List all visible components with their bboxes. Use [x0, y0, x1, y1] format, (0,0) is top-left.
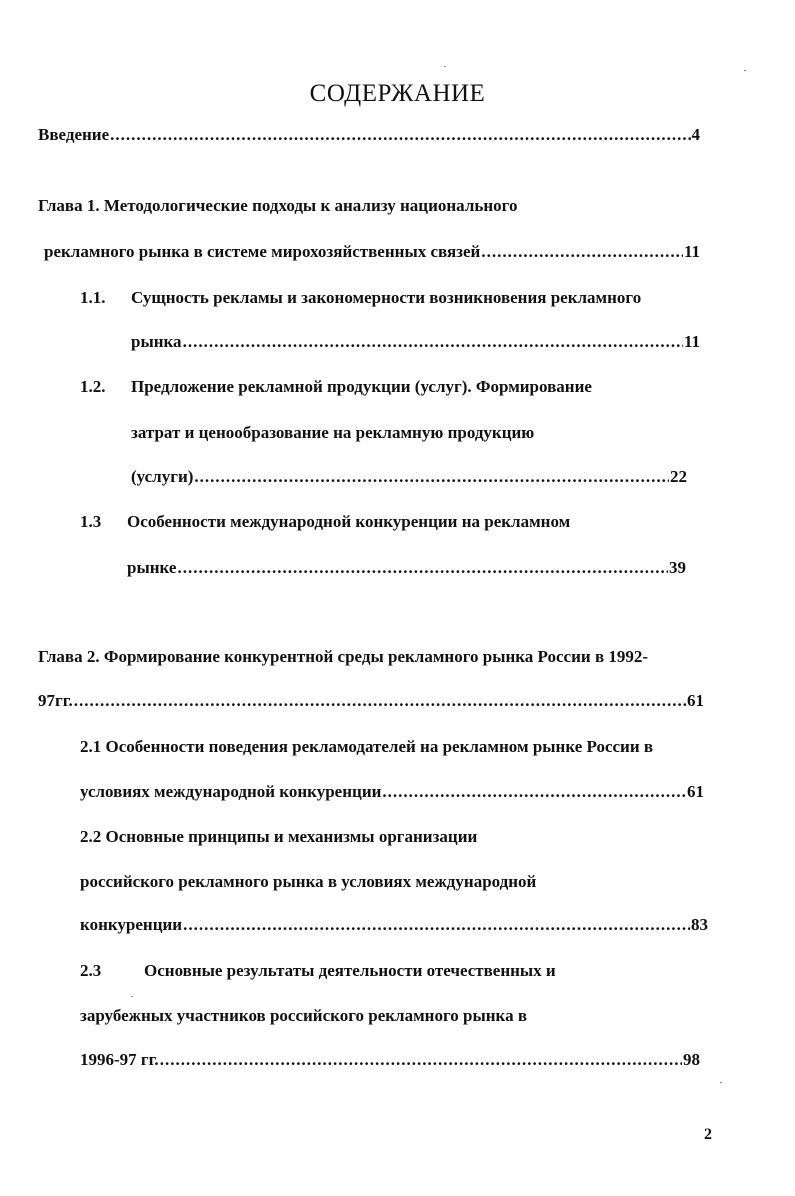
section-1-1-page: 11: [683, 332, 700, 351]
leader-dots: [194, 466, 669, 488]
toc-intro-text: Введение: [38, 125, 110, 144]
leader-dots: [160, 1049, 682, 1071]
chapter2-title-line1: Глава 2. Формирование конкурентной среды рекламного рынка России в 1992-: [38, 647, 649, 666]
leader-dots: [177, 557, 668, 579]
section-2-3-number: 2.3: [80, 961, 102, 980]
chapter1-title-line2: рекламного рынка в системе мирохозяйственных связей: [44, 242, 481, 261]
section-1-1-line1: Сущность рекламы и закономерности возникновения рекламного: [131, 288, 642, 307]
section-2-2-line2: российского рекламного рынка в условиях международной: [80, 872, 537, 891]
section-1-3-line2: рынке: [127, 558, 177, 577]
scan-speck: [744, 70, 746, 71]
toc-chapter1: [44, 241, 700, 263]
section-1-2-line1: Предложение рекламной продукции (услуг). Формирование: [131, 377, 592, 396]
section-1-2-line2: затрат и ценообразование на рекламную продукцию: [131, 423, 535, 442]
section-2-3-line3: 1996-97 гг.: [80, 1050, 159, 1069]
toc-section-2-1: [80, 781, 704, 803]
toc-intro: [38, 124, 700, 146]
section-2-1-line2: условиях международной конкуренции: [80, 782, 382, 801]
section-2-3-line1: Основные результаты деятельности отечественных и: [144, 961, 556, 980]
chapter2-page: 61: [687, 691, 704, 710]
scan-speck: [131, 996, 133, 997]
section-2-1-line1: 2.1 Особенности поведения рекламодателей на рекламном рынке России в: [80, 737, 654, 756]
section-1-1-line2: рынка: [131, 332, 182, 351]
section-1-3-page: 39: [669, 558, 686, 577]
section-2-2-line3: конкуренции: [80, 915, 183, 934]
section-2-2-line1: 2.2 Основные принципы и механизмы организации: [80, 827, 478, 846]
toc-section-1-1: [131, 331, 700, 353]
section-1-1-number: 1.1.: [80, 288, 106, 307]
section-2-1-page: 61: [687, 782, 704, 801]
leader-dots: [183, 331, 683, 353]
section-2-3-line2: зарубежных участников российского рекламного рынка в: [80, 1006, 527, 1025]
section-1-3-number: 1.3: [80, 512, 102, 531]
section-1-3-line1: Особенности международной конкуренции на рекламном: [127, 512, 571, 531]
leader-dots: [382, 781, 686, 803]
section-1-2-line3: (услуги): [131, 467, 194, 486]
toc-intro-page: 4: [691, 125, 700, 144]
section-1-2-number: 1.2.: [80, 377, 106, 396]
chapter1-title-line1: Глава 1. Методологические подходы к анализу национального: [38, 196, 518, 215]
section-2-2-page: 83: [691, 915, 708, 934]
chapter2-title-line2: 97гг.: [38, 691, 73, 710]
toc-section-2-2: [80, 914, 708, 936]
leader-dots: [110, 124, 690, 146]
leader-dots: [183, 914, 690, 936]
toc-chapter2: [38, 690, 704, 712]
leader-dots: [74, 690, 686, 712]
scan-speck: [720, 1082, 722, 1083]
toc-section-2-3: [80, 1049, 700, 1071]
chapter1-page: 11: [683, 242, 700, 261]
section-2-3-page: 98: [683, 1050, 700, 1069]
toc-section-1-3: [127, 557, 686, 579]
scan-speck: [444, 66, 446, 67]
leader-dots: [481, 241, 683, 263]
page-number: 2: [704, 1126, 712, 1143]
toc-section-1-2: [131, 466, 687, 488]
page-title: СОДЕРЖАНИЕ: [309, 80, 486, 107]
section-1-2-page: 22: [670, 467, 687, 486]
